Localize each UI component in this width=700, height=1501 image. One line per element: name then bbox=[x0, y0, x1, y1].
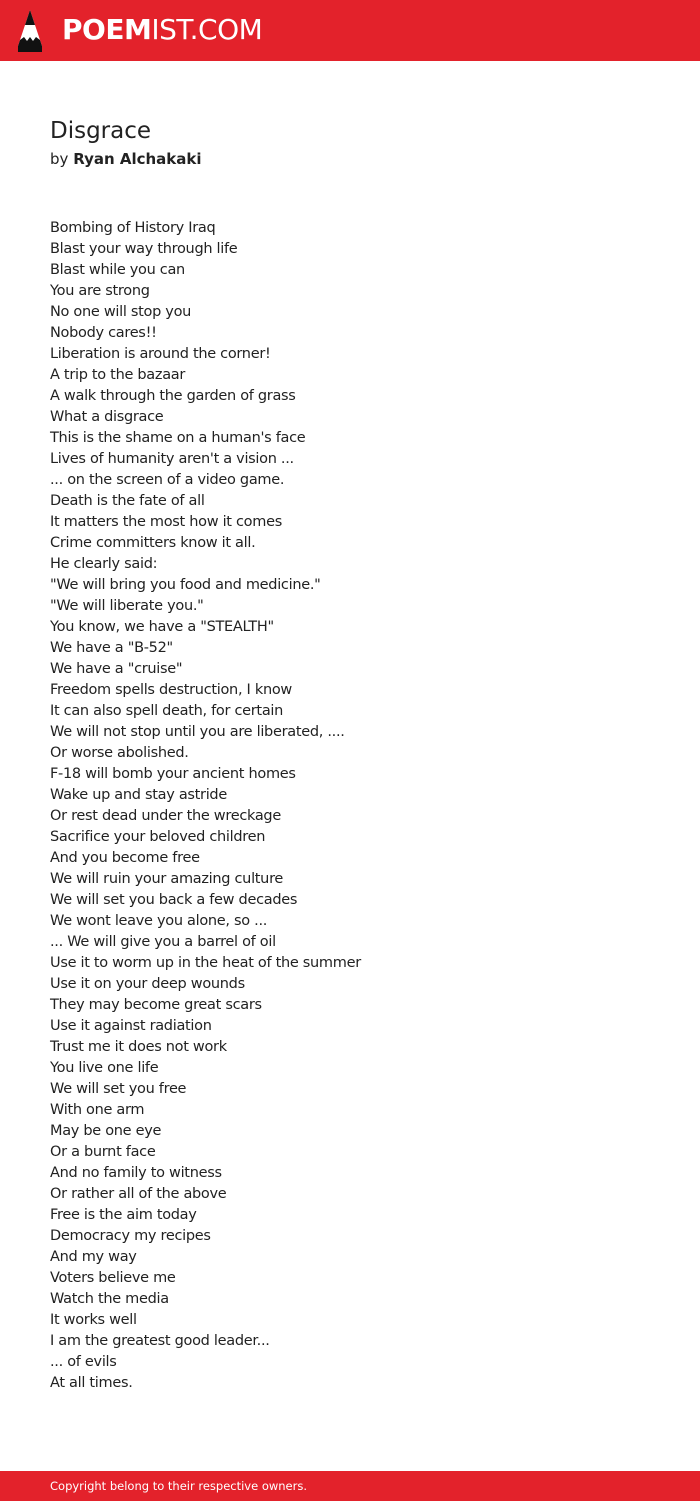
poem-body bbox=[50, 218, 361, 1394]
poem-line: "We will liberate you." bbox=[50, 598, 204, 614]
poem-line: And my way bbox=[50, 1249, 137, 1265]
poem-line: We wont leave you alone, so ... bbox=[50, 913, 268, 929]
site-header bbox=[0, 0, 700, 61]
copyright-text: Copyright belong to their respective owners. bbox=[50, 1479, 308, 1493]
poem-line: Trust me it does not work bbox=[50, 1039, 227, 1055]
site-footer bbox=[0, 1471, 700, 1501]
poem-line: Nobody cares!! bbox=[50, 325, 157, 341]
poem-line: Bombing of History Iraq bbox=[50, 220, 216, 236]
poem-line: Democracy my recipes bbox=[50, 1228, 211, 1244]
poem-line: It works well bbox=[50, 1312, 137, 1328]
poem-line: A trip to the bazaar bbox=[50, 367, 186, 383]
poem-line: You are strong bbox=[50, 283, 150, 299]
logo-bold-text: POEM bbox=[62, 13, 152, 46]
poem-line: We will not stop until you are liberated, .... bbox=[50, 724, 345, 740]
poem-line: It matters the most how it comes bbox=[50, 514, 282, 530]
by-label: by bbox=[50, 150, 69, 168]
poem-line: I am the greatest good leader... bbox=[50, 1333, 270, 1349]
byline bbox=[50, 148, 202, 170]
poem-line: You know, we have a "STEALTH" bbox=[50, 619, 274, 635]
poem-line: This is the shame on a human's face bbox=[50, 430, 306, 446]
poem-line: We have a "B-52" bbox=[50, 640, 173, 656]
poem-line: You live one life bbox=[50, 1060, 159, 1076]
poem-line: We will set you back a few decades bbox=[50, 892, 298, 908]
poem-title: Disgrace bbox=[50, 118, 152, 144]
poem-line: "We will bring you food and medicine." bbox=[50, 577, 321, 593]
poem-line: Voters believe me bbox=[50, 1270, 176, 1286]
poem-line: It can also spell death, for certain bbox=[50, 703, 284, 719]
poem-line: Blast while you can bbox=[50, 262, 185, 278]
poem-line: Sacrifice your beloved children bbox=[50, 829, 266, 845]
poem-line: Or worse abolished. bbox=[50, 745, 189, 761]
poem-line: Blast your way through life bbox=[50, 241, 238, 257]
poem-line: Or rather all of the above bbox=[50, 1186, 227, 1202]
poem-line: No one will stop you bbox=[50, 304, 192, 320]
pencil-tip-icon bbox=[18, 10, 42, 52]
poem-line: And no family to witness bbox=[50, 1165, 222, 1181]
logo-light-text: IST.COM bbox=[151, 13, 263, 46]
poem-line: Use it against radiation bbox=[50, 1018, 212, 1034]
author-name: Ryan Alchakaki bbox=[73, 150, 202, 168]
poem-line: Watch the media bbox=[50, 1291, 169, 1307]
poem-line: And you become free bbox=[50, 850, 200, 866]
poem-line: F-18 will bomb your ancient homes bbox=[50, 766, 296, 782]
poem-line: Wake up and stay astride bbox=[50, 787, 227, 803]
poem-line: We have a "cruise" bbox=[50, 661, 183, 677]
poem-line: Death is the fate of all bbox=[50, 493, 205, 509]
poem-line: They may become great scars bbox=[50, 997, 262, 1013]
poem-line: A walk through the garden of grass bbox=[50, 388, 296, 404]
poem-line: Free is the aim today bbox=[50, 1207, 197, 1223]
poem-line: Freedom spells destruction, I know bbox=[50, 682, 292, 698]
poem-line: Or rest dead under the wreckage bbox=[50, 808, 281, 824]
poem-line: Use it to worm up in the heat of the summer bbox=[50, 955, 361, 971]
poem-line: We will ruin your amazing culture bbox=[50, 871, 284, 887]
poem-line: ... on the screen of a video game. bbox=[50, 472, 285, 488]
poem-line: Liberation is around the corner! bbox=[50, 346, 271, 362]
poem-line: Use it on your deep wounds bbox=[50, 976, 245, 992]
poem-line: May be one eye bbox=[50, 1123, 162, 1139]
poem-line: ... We will give you a barrel of oil bbox=[50, 934, 276, 950]
poem-line: ... of evils bbox=[50, 1354, 117, 1370]
poem-line: What a disgrace bbox=[50, 409, 164, 425]
poem-line: Or a burnt face bbox=[50, 1144, 156, 1160]
poem-line: Lives of humanity aren't a vision ... bbox=[50, 451, 294, 467]
poem-line: He clearly said: bbox=[50, 556, 158, 572]
poem-line: Crime committers know it all. bbox=[50, 535, 256, 551]
poem-line: With one arm bbox=[50, 1102, 145, 1118]
site-logo[interactable] bbox=[62, 13, 262, 47]
poem-line: We will set you free bbox=[50, 1081, 187, 1097]
poem-line: At all times. bbox=[50, 1375, 133, 1391]
